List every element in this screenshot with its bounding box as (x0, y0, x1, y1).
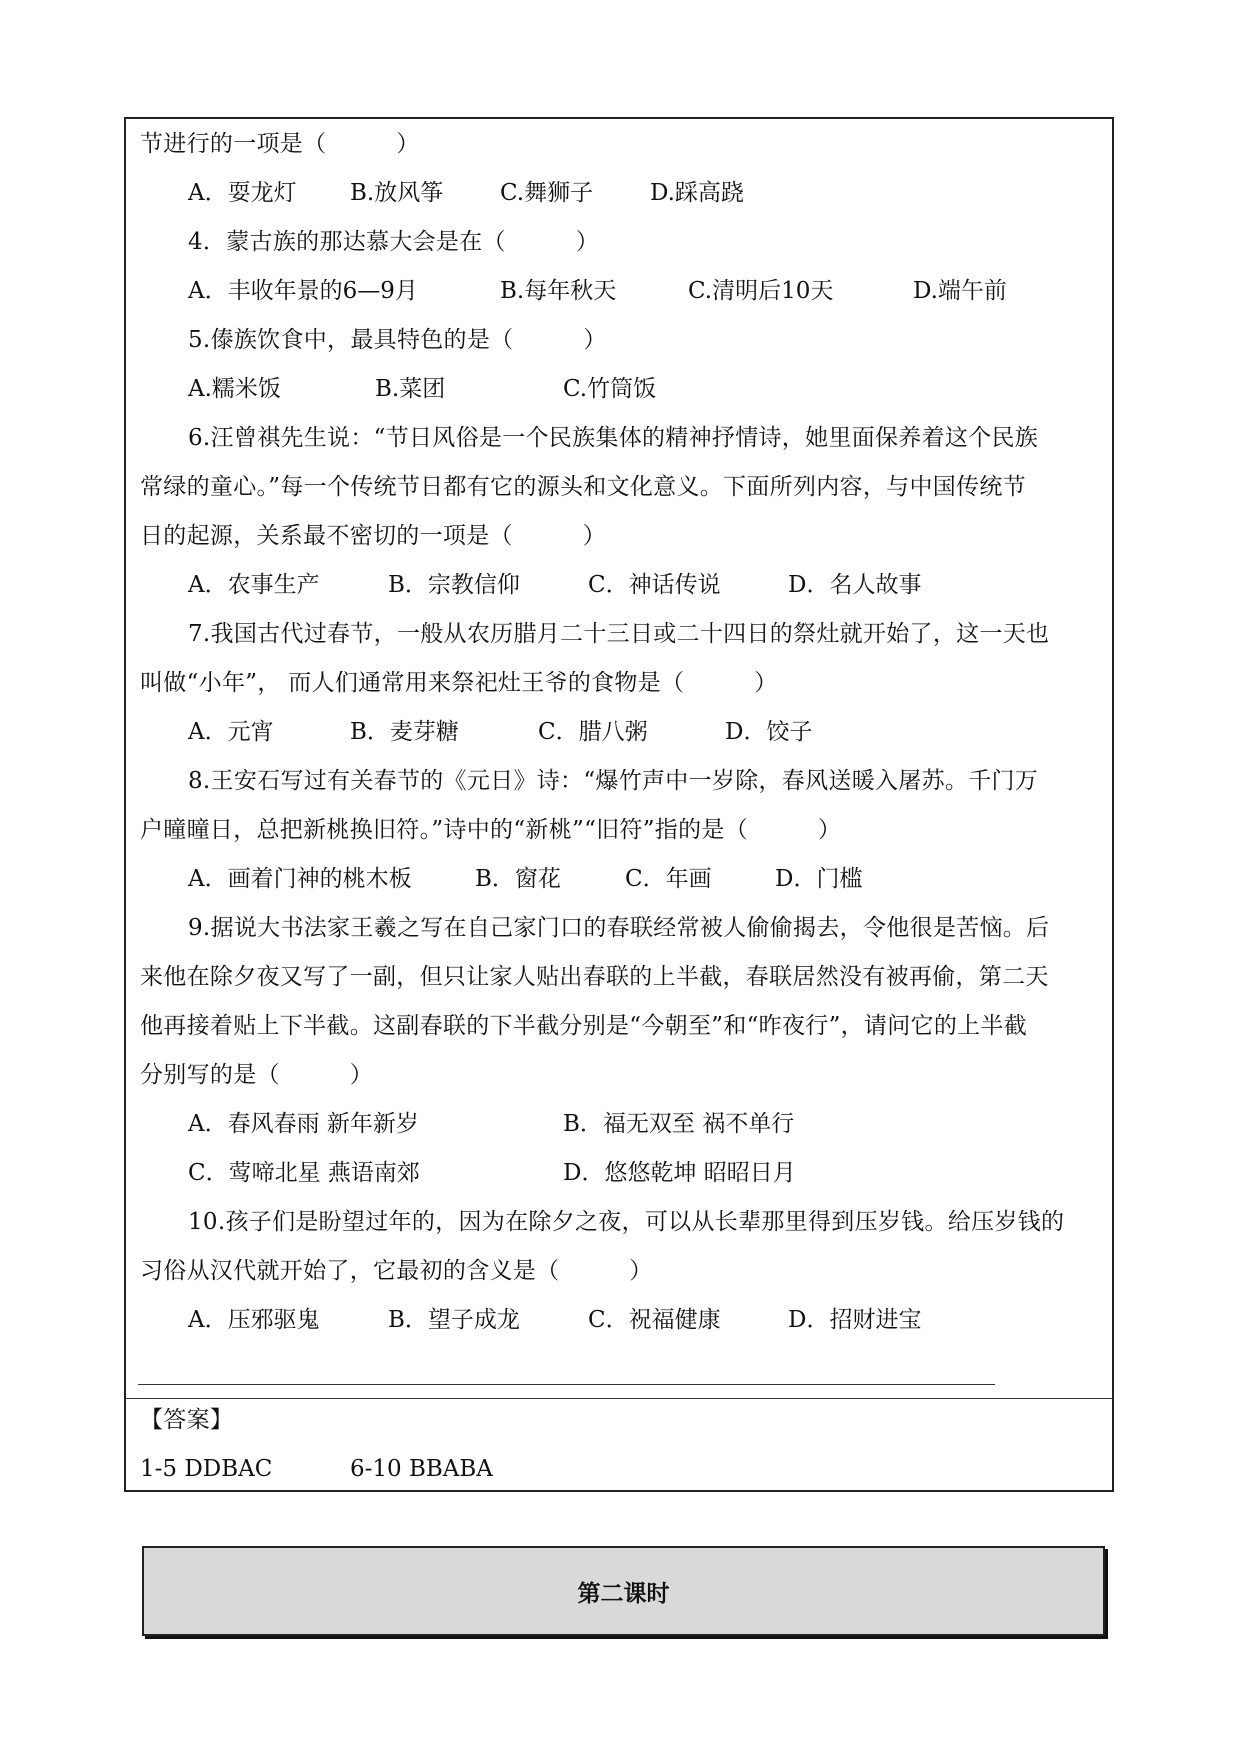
option-a: A.糯米饭 (188, 376, 281, 402)
option-c: C.竹筒饭 (563, 376, 657, 402)
option-b: B.菜团 (375, 376, 446, 402)
question-line: 他再接着贴上下半截。这副春联的下半截分别是“今朝至”和“昨夜行”，请问它的上半截 (140, 1013, 1028, 1039)
question-line: 户曈曈日，总把新桃换旧符。”诗中的“新桃”“旧符”指的是（ ） (140, 817, 842, 843)
question-8: 8.王安石写过有关春节的《元日》诗：“爆竹声中一岁除，春风送暖入屠苏。千门万 (188, 768, 1039, 794)
option-a: A．耍龙灯 (188, 180, 297, 206)
lesson-title: 第二课时 (577, 1580, 670, 1607)
option-d: D．门槛 (775, 866, 863, 892)
option-c: C．年画 (625, 866, 712, 892)
question-line: 来他在除夕夜又写了一副，但只让家人贴出春联的上半截，春联居然没有被再偷，第二天 (140, 964, 1049, 990)
answer-divider (124, 1398, 1114, 1399)
option-b: B.每年秋天 (500, 278, 617, 304)
option-c: C．莺啼北星 燕语南郊 (188, 1160, 420, 1186)
option-a: A．元宵 (188, 719, 274, 745)
option-d: D.端午前 (913, 278, 1007, 304)
question-9: 9.据说大书法家王羲之写在自己家门口的春联经常被人偷偷揭去，令他很是苦恼。后 (188, 915, 1050, 941)
answer-1-5: 1-5 DDBAC (140, 1456, 273, 1482)
lesson-header (142, 1546, 1105, 1636)
option-c: C．祝福健康 (588, 1307, 721, 1333)
option-b: B．窗花 (475, 866, 561, 892)
option-b: B.放风筝 (350, 180, 444, 206)
option-b: B．福无双至 祸不单行 (563, 1111, 795, 1137)
question-6: 6.汪曾祺先生说：“节日风俗是一个民族集体的精神抒情诗，她里面保养着这个民族 (188, 425, 1039, 451)
question-5: 5.傣族饮食中，最具特色的是（ ） (188, 327, 607, 353)
option-c: C．腊八粥 (538, 719, 648, 745)
option-a: A．农事生产 (188, 572, 320, 598)
option-b: B．宗教信仰 (388, 572, 520, 598)
question-line: 习俗从汉代就开始了，它最初的含义是（ ） (140, 1258, 653, 1284)
option-d: D.踩高跷 (650, 180, 744, 206)
question-line: 节进行的一项是（ ） (140, 131, 420, 157)
option-a: A．春风春雨 新年新岁 (188, 1111, 419, 1137)
question-4: 4．蒙古族的那达慕大会是在（ ） (188, 229, 600, 255)
option-d: D．招财进宝 (788, 1307, 922, 1333)
answer-heading: 【答案】 (140, 1407, 234, 1433)
answer-6-10: 6-10 BBABA (350, 1456, 493, 1482)
option-c: C.舞狮子 (500, 180, 594, 206)
option-a: A．丰收年景的6—9月 (188, 278, 418, 304)
option-b: B．麦芽糖 (350, 719, 459, 745)
question-7: 7.我国古代过春节，一般从农历腊月二十三日或二十四日的祭灶就开始了，这一天也 (188, 621, 1050, 647)
question-10: 10.孩子们是盼望过年的，因为在除夕之夜，可以从长辈那里得到压岁钱。给压岁钱的 (188, 1209, 1065, 1235)
option-c: C．神话传说 (588, 572, 721, 598)
option-c: C.清明后10天 (688, 278, 834, 304)
question-line: 叫做“小年”， 而人们通常用来祭祀灶王爷的食物是（ ） (140, 670, 778, 696)
option-d: D．悠悠乾坤 昭昭日月 (563, 1160, 796, 1186)
question-line: 常绿的童心。”每一个传统节日都有它的源头和文化意义。下面所列内容，与中国传统节 (140, 474, 1026, 500)
option-a: A．压邪驱鬼 (188, 1307, 320, 1333)
question-line: 日的起源，关系最不密切的一项是（ ） (140, 523, 606, 549)
option-d: D．名人故事 (788, 572, 922, 598)
option-d: D．饺子 (725, 719, 813, 745)
option-b: B．望子成龙 (388, 1307, 520, 1333)
question-line: 分别写的是（ ） (140, 1062, 373, 1088)
option-a: A．画着门神的桃木板 (188, 866, 412, 892)
underline-rule (138, 1384, 995, 1385)
